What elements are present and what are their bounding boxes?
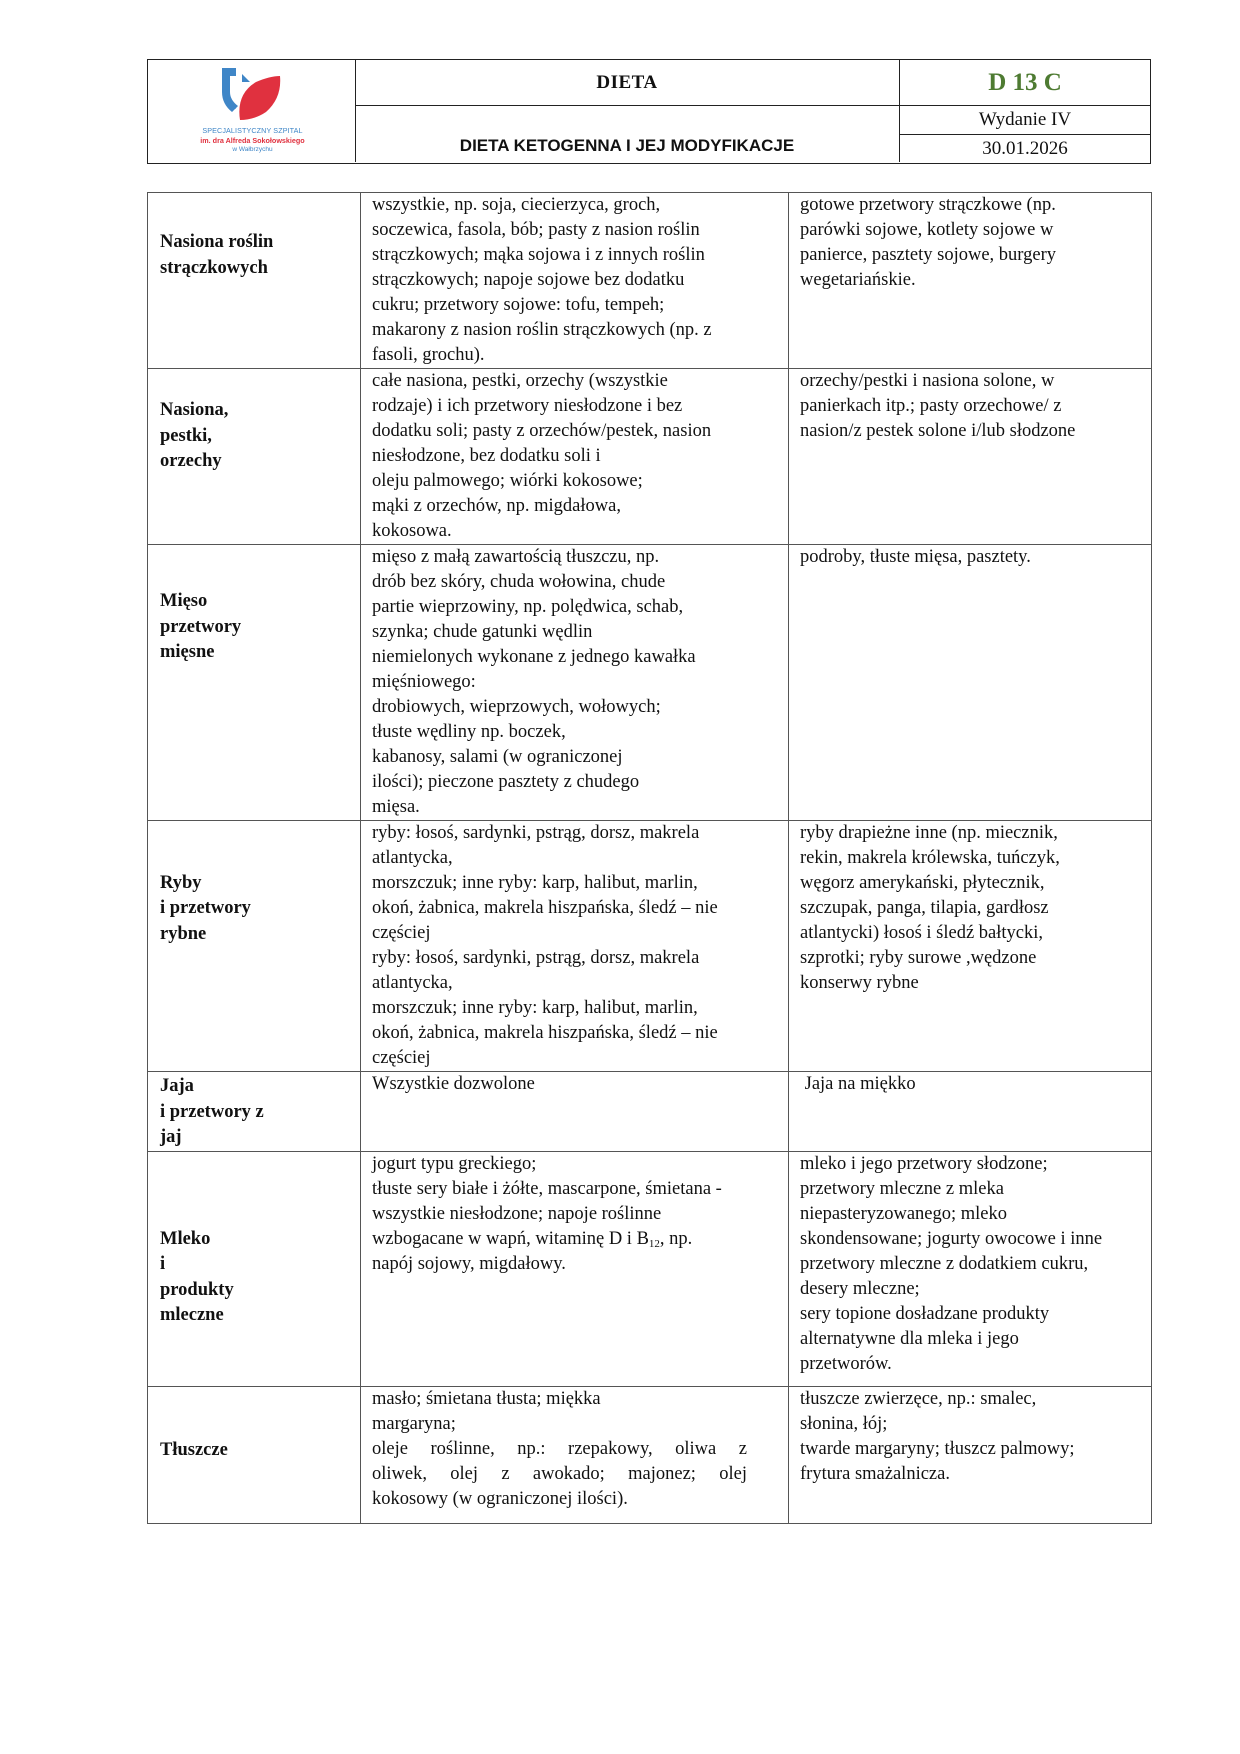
category-cell <box>148 1151 361 1386</box>
category-cell <box>148 1386 361 1523</box>
category-line: produkty <box>160 1279 234 1300</box>
forbidden-line: frytura smażalnicza. <box>800 1463 950 1484</box>
allowed-line: ryby: łosoś, sardynki, pstrąg, dorsz, makrela <box>372 823 700 843</box>
category-line: Mleko <box>160 1228 211 1249</box>
diet-table <box>147 192 1152 1524</box>
forbidden-line: sery topione dosładzane produkty <box>800 1303 1050 1324</box>
forbidden-line: przetwory mleczne z dodatkiem cukru, <box>800 1253 1089 1274</box>
document-title: DIETA <box>355 60 899 106</box>
forbidden-line: gotowe przetwory strączkowe (np. <box>800 195 1056 215</box>
table-row <box>148 369 1152 545</box>
forbidden-line: przetwory mleczne z mleka <box>800 1178 1004 1199</box>
category-line: Mięso <box>160 591 208 612</box>
table-row <box>148 193 1152 369</box>
forbidden-line: ryby drapieżne inne (np. miecznik, <box>800 823 1058 843</box>
forbidden-line: słonina, łój; <box>800 1413 888 1434</box>
forbidden-line: podroby, tłuste mięsa, pasztety. <box>800 547 1031 567</box>
forbidden-line: orzechy/pestki i nasiona solone, w <box>800 371 1055 391</box>
category-line: i przetwory <box>160 898 251 919</box>
logo-text-line2: im. dra Alfreda Sokołowskiego <box>200 136 305 145</box>
category-line: Nasiona roślin <box>160 232 274 252</box>
header-title-cell <box>355 60 900 162</box>
category-line: Jaja <box>160 1076 194 1096</box>
table-row <box>148 821 1152 1072</box>
allowed-line: kabanosy, salami (w ograniczonej <box>372 747 623 767</box>
forbidden-cell <box>789 821 1152 1072</box>
forbidden-line: tłuszcze zwierzęce, np.: smalec, <box>800 1388 1037 1409</box>
forbidden-line: węgorz amerykański, płytecznik, <box>800 873 1045 893</box>
forbidden-line: szczupak, panga, tilapia, gardłosz <box>800 898 1049 918</box>
forbidden-cell <box>789 193 1152 369</box>
document-date: 30.01.2026 <box>982 137 1068 159</box>
forbidden-line: nasion/z pestek solone i/lub słodzone <box>800 421 1076 441</box>
allowed-line: makarony z nasion roślin strączkowych (np. z <box>372 320 712 340</box>
forbidden-line: niepasteryzowanego; mleko <box>800 1203 1008 1224</box>
document-code: D 13 C <box>900 60 1150 106</box>
forbidden-line: twarde margaryny; tłuszcz palmowy; <box>800 1438 1075 1459</box>
allowed-line: tłuste sery białe i żółte, mascarpone, śmietana - <box>372 1178 722 1199</box>
allowed-line: atlantycka, <box>372 973 453 993</box>
allowed-line: mięśniowego: <box>372 672 476 692</box>
category-cell <box>148 545 361 821</box>
category-cell <box>148 193 361 369</box>
forbidden-line: desery mleczne; <box>800 1278 920 1299</box>
category-line: rybne <box>160 923 207 944</box>
allowed-cell <box>361 545 789 821</box>
allowed-line: całe nasiona, pestki, orzechy (wszystkie <box>372 371 668 391</box>
allowed-line: drobiowych, wieprzowych, wołowych; <box>372 697 661 717</box>
forbidden-cell <box>789 545 1152 821</box>
forbidden-line: atlantycki) łosoś i śledź bałtycki, <box>800 923 1044 943</box>
category-cell <box>148 1072 361 1152</box>
category-cell <box>148 821 361 1072</box>
allowed-line: tłuste wędliny np. boczek, <box>372 722 566 742</box>
forbidden-cell <box>789 369 1152 545</box>
document-subtitle: DIETA KETOGENNA I JEJ MODYFIKACJE <box>459 136 795 155</box>
hospital-logo <box>170 64 335 156</box>
category-line: i <box>160 1254 166 1274</box>
forbidden-line: rekin, makrela królewska, tuńczyk, <box>800 848 1060 868</box>
logo-text-line3: w Wałbrzychu <box>232 146 273 153</box>
category-line: i przetwory z <box>160 1101 264 1122</box>
table-row <box>148 1151 1152 1386</box>
header-meta-cell <box>900 60 1150 162</box>
allowed-line: częściej <box>372 923 431 943</box>
category-line: mięsne <box>160 642 215 663</box>
allowed-cell <box>361 821 789 1072</box>
forbidden-cell <box>789 1151 1152 1386</box>
hospital-emblem-icon <box>170 64 335 126</box>
allowed-line: oleje roślinne, np.: rzepakowy, oliwa z <box>372 1438 747 1459</box>
category-line: Ryby <box>160 872 202 893</box>
forbidden-line: parówki sojowe, kotlety sojowe w <box>800 220 1054 240</box>
allowed-cell <box>361 193 789 369</box>
allowed-line: wszystkie niesłodzone; napoje roślinne <box>372 1203 662 1224</box>
category-line: Tłuszcze <box>160 1439 228 1460</box>
allowed-line: okoń, żabnica, makrela hiszpańska, śledź – nie <box>372 1023 718 1043</box>
forbidden-line: konserwy rybne <box>800 973 919 993</box>
allowed-line: Wszystkie dozwolone <box>372 1074 535 1094</box>
logo-cell <box>148 60 356 162</box>
allowed-line: jogurt typu greckiego; <box>372 1153 537 1174</box>
table-row <box>148 545 1152 821</box>
forbidden-line: alternatywne dla mleka i jego <box>800 1328 1019 1349</box>
allowed-line: oleju palmowego; wiórki kokosowe; <box>372 471 643 491</box>
allowed-line: kokosowy (w ograniczonej ilości). <box>372 1488 628 1509</box>
allowed-line: wszystkie, np. soja, ciecierzyca, groch, <box>372 195 661 215</box>
allowed-line: strączkowych; napoje sojowe bez dodatku <box>372 270 685 290</box>
allowed-line: szynka; chude gatunki wędlin <box>372 622 593 642</box>
logo-text-line1: SPECJALISTYCZNY SZPITAL <box>202 126 303 135</box>
allowed-line: mięso z małą zawartością tłuszczu, np. <box>372 547 660 567</box>
allowed-line: niemielonych wykonane z jednego kawałka <box>372 647 696 667</box>
allowed-line: soczewica, fasola, bób; pasty z nasion roślin <box>372 220 700 240</box>
allowed-line: kokosowa. <box>372 521 452 541</box>
allowed-line: margaryna; <box>372 1413 456 1434</box>
forbidden-line: przetworów. <box>800 1353 892 1374</box>
category-line: jaj <box>160 1127 182 1147</box>
document-header <box>147 59 1151 164</box>
allowed-line: partie wieprzowiny, np. polędwica, schab, <box>372 597 684 617</box>
subscript-12: 12 <box>648 1237 660 1250</box>
allowed-text: wzbogacane w wapń, witaminę D i B <box>372 1228 649 1249</box>
forbidden-line: Jaja na miękko <box>800 1074 916 1094</box>
document-edition: Wydanie IV <box>900 106 1150 135</box>
allowed-cell <box>361 1072 789 1152</box>
allowed-line: morszczuk; inne ryby: karp, halibut, marlin, <box>372 998 698 1018</box>
allowed-line: mięsa. <box>372 797 420 817</box>
allowed-line: napój sojowy, migdałowy. <box>372 1253 566 1274</box>
table-row <box>148 1072 1152 1152</box>
allowed-text: , np. <box>659 1228 693 1249</box>
allowed-line: ryby: łosoś, sardynki, pstrąg, dorsz, makrela <box>372 948 700 968</box>
forbidden-line: panierkach itp.; pasty orzechowe/ z <box>800 396 1062 416</box>
forbidden-cell <box>789 1386 1152 1523</box>
allowed-line: częściej <box>372 1048 431 1068</box>
allowed-line-vitamins <box>372 1227 780 1252</box>
category-line: orzechy <box>160 451 222 472</box>
allowed-cell <box>361 1386 789 1523</box>
allowed-cell <box>361 369 789 545</box>
allowed-line: mąki z orzechów, np. migdałowa, <box>372 496 621 516</box>
allowed-line: masło; śmietana tłusta; miękka <box>372 1388 601 1409</box>
category-cell <box>148 369 361 545</box>
allowed-line: strączkowych; mąka sojowa i z innych roślin <box>372 245 705 265</box>
category-line: mleczne <box>160 1305 224 1325</box>
allowed-line: cukru; przetwory sojowe: tofu, tempeh; <box>372 295 665 315</box>
forbidden-line: skondensowane; jogurty owocowe i inne <box>800 1228 1103 1249</box>
allowed-line: morszczuk; inne ryby: karp, halibut, marlin, <box>372 873 698 893</box>
allowed-line: atlantycka, <box>372 848 453 868</box>
allowed-line: fasoli, grochu). <box>372 345 485 365</box>
forbidden-line: mleko i jego przetwory słodzone; <box>800 1153 1048 1174</box>
forbidden-cell <box>789 1072 1152 1152</box>
category-line: przetwory <box>160 616 242 637</box>
allowed-line: dodatku soli; pasty z orzechów/pestek, nasion <box>372 421 712 441</box>
forbidden-line: szprotki; ryby surowe ,wędzone <box>800 948 1037 968</box>
table-row <box>148 1386 1152 1523</box>
allowed-line: drób bez skóry, chuda wołowina, chude <box>372 572 666 592</box>
allowed-line: ilości); pieczone pasztety z chudego <box>372 772 640 792</box>
category-line: Nasiona, <box>160 400 229 421</box>
forbidden-line: panierce, pasztety sojowe, burgery <box>800 245 1056 265</box>
category-line: strączkowych <box>160 257 268 278</box>
category-line: pestki, <box>160 425 212 446</box>
allowed-line: okoń, żabnica, makrela hiszpańska, śledź – nie <box>372 898 718 918</box>
allowed-line: oliwek, olej z awokado; majonez; olej <box>372 1463 747 1484</box>
allowed-line: niesłodzone, bez dodatku soli i <box>372 446 601 466</box>
forbidden-line: wegetariańskie. <box>800 270 916 290</box>
allowed-line: rodzaje) i ich przetwory niesłodzone i bez <box>372 396 683 416</box>
allowed-cell <box>361 1151 789 1386</box>
